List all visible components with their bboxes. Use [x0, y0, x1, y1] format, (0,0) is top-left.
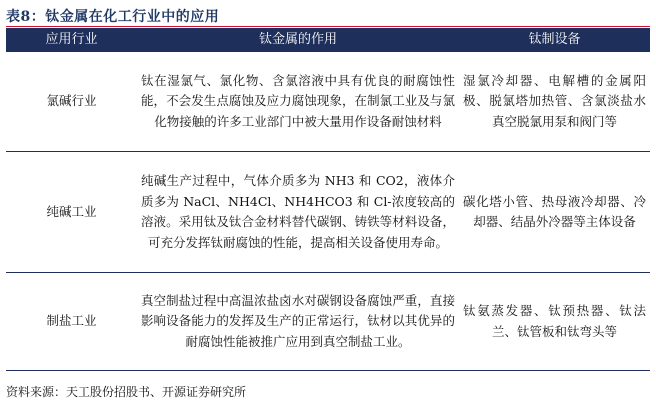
- header-role: 钛金属的作用: [137, 28, 459, 52]
- equipment-cell: 湿氯冷却器、电解槽的金属阳极、脱氯塔加热管、含氯淡盐水真空脱氯用泵和阀门等: [459, 52, 650, 152]
- table-title: 表8：钛金属在化工行业中的应用: [6, 9, 220, 25]
- industry-cell: 纯碱工业: [6, 152, 137, 273]
- table-row: [6, 52, 650, 152]
- table-header-row: [6, 28, 650, 52]
- title-divider: [6, 26, 650, 27]
- equipment-cell: 钛氨蒸发器、钛预热器、钛法兰、钛管板和钛弯头等: [459, 273, 650, 371]
- applications-table: [6, 28, 650, 371]
- header-industry: 应用行业: [6, 28, 137, 52]
- industry-cell: 氯碱行业: [6, 52, 137, 152]
- industry-cell: 制盐工业: [6, 273, 137, 371]
- role-cell: 纯碱生产过程中，气体介质多为 NH3 和 CO2，液体介质多为 NaCl、NH4Cl、NH4HCO3 和 Cl-浓度较高的溶液。采用钛及钛合金材料替代碳钢、铸铁等材料设备，可充分发挥钛耐腐蚀的性能，提高相关设备使用寿命。: [137, 152, 459, 273]
- table-row: [6, 152, 650, 273]
- role-cell: 钛在湿氯气、氯化物、含氯溶液中具有优良的耐腐蚀性能，不会发生点腐蚀及应力腐蚀现象，在制氯工业及与氯化物接触的许多工业部门中被大量用作设备耐蚀材料: [137, 52, 459, 152]
- table-row: [6, 273, 650, 371]
- role-cell: 真空制盐过程中高温浓盐卤水对碳钢设备腐蚀严重，直接影响设备能力的发挥及生产的正常运行，钛材以其优异的耐腐蚀性能被推广应用到真空制盐工业。: [137, 273, 459, 371]
- header-equipment: 钛制设备: [459, 28, 650, 52]
- equipment-cell: 碳化塔小管、热母液冷却器、冷却器、结晶外冷器等主体设备: [459, 152, 650, 273]
- source-note: 资料来源：天工股份招股书、开源证券研究所: [6, 385, 247, 399]
